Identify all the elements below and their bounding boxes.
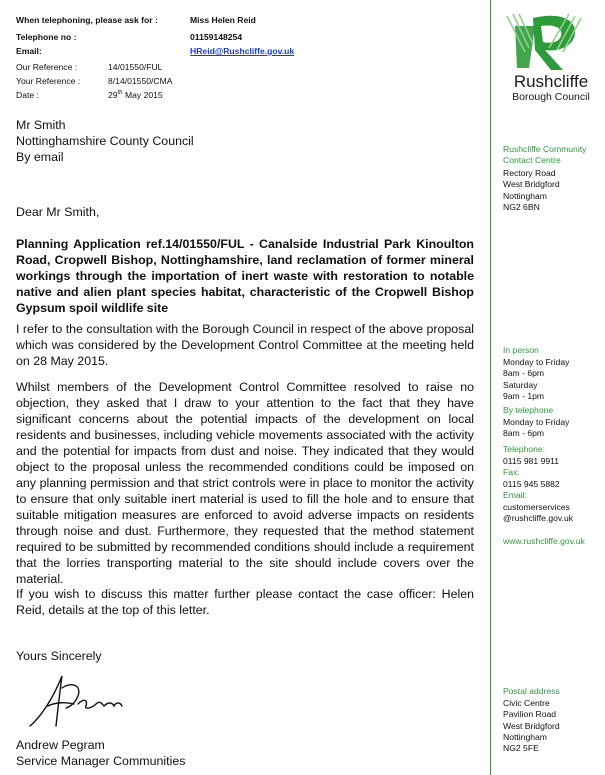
contact-centre-address: Rectory Road West Bridgford Nottingham NG2 6BN [503,168,560,212]
telephone-side-value: 0115 981 9911 [503,456,560,466]
our-reference-label: Our Reference : [16,62,78,72]
your-reference-value: 8/14/01550/CMA [108,76,173,86]
closing: Yours Sincerely [16,649,102,663]
telephone-label: Telephone no : [16,32,77,42]
date-value: 29th May 2015 [108,90,163,100]
by-telephone-label: By telephone [503,405,554,415]
recipient-method: By email [16,150,64,164]
your-reference-label: Your Reference : [16,76,81,86]
signature-image [22,668,132,738]
signatory-name: Andrew Pegram [16,738,105,752]
by-telephone-hours: Monday to Friday 8am - 6pm [503,417,570,439]
in-person-label: In person [503,345,539,355]
in-person-hours: Monday to Friday 8am - 6pm Saturday 9am - 1pm [503,357,570,401]
sidebar-divider [490,0,491,775]
salutation: Dear Mr Smith, [16,205,100,219]
telephoning-value: Miss Helen Reid [190,15,256,25]
email-link[interactable]: HReid@Rushcliffe.gov.uk [190,46,295,56]
signatory-title: Service Manager Communities [16,754,186,768]
email-label: Email: [16,46,42,56]
recipient-organisation: Nottinghamshire County Council [16,134,194,148]
postal-address-label: Postal address [503,686,560,696]
brand-block [501,73,601,104]
paragraph-1: I refer to the consultation with the Borough Council in respect of the above proposal which was considered by the Development Control Committee at the meeting held on 28 May 2015. [16,322,474,368]
date-label: Date : [16,90,39,100]
recipient-address [16,117,194,165]
telephone-side-label: Telephone: [503,444,546,454]
postal-address: Civic Centre Pavilion Road West Bridgford Nottingham NG2 5FE [503,698,560,754]
contact-centre-title: Rushcliffe Community Contact Centre [503,144,587,166]
paragraph-3: If you wish to discuss this matter further please contact the case officer: Helen Reid, details at the top of this letter. [16,587,474,617]
fax-label: Fax: [503,467,520,477]
letter-subject: Planning Application ref.14/01550/FUL - Canalside Industrial Park Kinoulton Road, Cropwell Bishop, Nottinghamshire, land reclamation of former mineral workings through the importation of inert waste with restoration to notable native and alien plant species habitat, characteristic of the Cropwell Bishop Gypsum spoil wildlife site [16,237,474,315]
email-side-label: Email: [503,490,527,500]
telephone-value: 01159148254 [190,32,243,42]
brand-subtitle: Borough Council [512,91,590,103]
email-side-value[interactable]: customerservices @rushcliffe.gov.uk [503,502,574,524]
fax-value: 0115 945 5882 [503,479,560,489]
recipient-name: Mr Smith [16,118,66,132]
website-link[interactable]: www.rushcliffe.gov.uk [503,536,585,546]
telephoning-label: When telephoning, please ask for : [16,15,158,25]
paragraph-2: Whilst members of the Development Control Committee resolved to raise no objection, they asked that I draw to your attention to the fact that they have significant concerns about the potential impacts of the development on local residents and businesses, including vehicle movements associated with the activity and the potential for impacts from dust and noise. They indicated that they would object to the proposal unless the recommended conditions could be imposed on any planning permission and that strict controls were in place to monitor the activity to ensure that only suitable inert material is used to fill the hole and to ensure that suitable mitigation measures are enforced to avoid adverse impacts on residents through noise and dust. Furthermore, they requested that the method statement required to be submitted by recommended conditions should include a requirement that the lorries transporting material to the site should include covers over the material. [16,380,474,586]
our-reference-value: 14/01550/FUL [108,62,163,72]
brand-name: Rushcliffe [513,72,589,91]
